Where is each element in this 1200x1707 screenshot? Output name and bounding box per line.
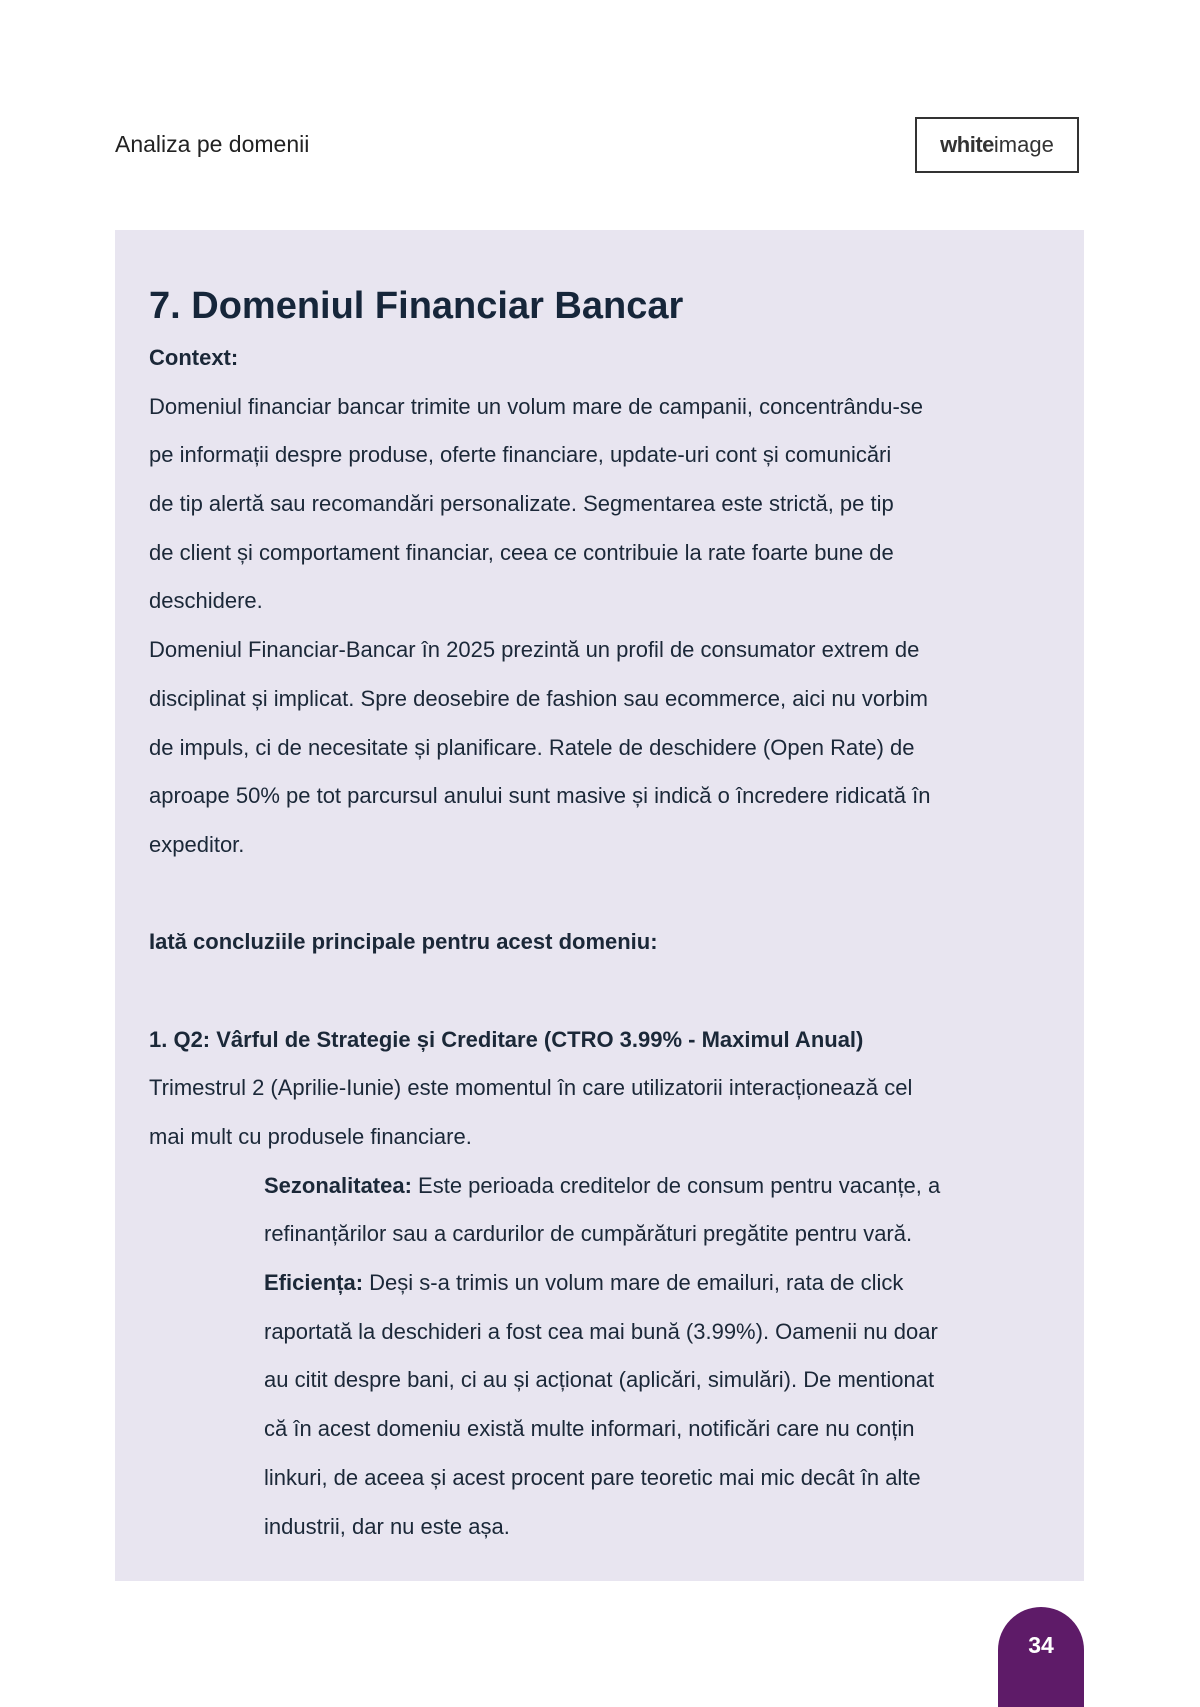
efficiency-line: că în acest domeniu există multe informari, notificări care nu conțin bbox=[264, 1416, 915, 1442]
seasonality-line: refinanțărilor sau a cardurilor de cumpărături pregătite pentru vară. bbox=[264, 1221, 913, 1247]
item1-intro: Trimestrul 2 (Aprilie-Iunie) este momentul în care utilizatorii interacționează cel bbox=[149, 1075, 913, 1101]
para1-line: de client și comportament financiar, ceea ce contribuie la rate foarte bune de bbox=[149, 539, 894, 565]
conclusions-heading: Iată concluziile principale pentru acest domeniu: bbox=[149, 929, 658, 955]
logo-light: image bbox=[993, 132, 1054, 157]
efficiency-line: industrii, dar nu este așa. bbox=[264, 1513, 510, 1539]
page-title: 7. Domeniul Financiar Bancar bbox=[149, 285, 684, 327]
item1-heading: 1. Q2: Vârful de Strategie și Creditare (CTRO 3.99% - Maximul Anual) bbox=[149, 1026, 864, 1052]
para2-line: expeditor. bbox=[149, 831, 245, 857]
para2-line: aproape 50% pe tot parcursul anului sunt masive și indică o încredere ridicată în bbox=[149, 783, 931, 809]
efficiency-text: Deși s-a trimis un volum mare de emailuri, rata de click bbox=[363, 1270, 904, 1296]
efficiency-line: au citit despre bani, ci au și acționat (aplicări, simulări). De mentionat bbox=[264, 1367, 935, 1393]
item1-intro: mai mult cu produsele financiare. bbox=[149, 1124, 472, 1149]
page-number-badge: 34 bbox=[998, 1607, 1084, 1707]
seasonality-text: Este perioada creditelor de consum pentru vacanțe, a bbox=[411, 1172, 941, 1198]
seasonality-label: Sezonalitatea: bbox=[264, 1172, 412, 1198]
efficiency-line bbox=[149, 1259, 940, 1308]
para2-line: Domeniul Financiar-Bancar în 2025 prezintă un profil de consumator extrem de bbox=[149, 637, 920, 663]
para1-line: pe informații despre produse, oferte financiare, update-uri cont și comunicări bbox=[149, 442, 892, 468]
section-header: Analiza pe domenii bbox=[115, 131, 310, 157]
para1-line: deschidere. bbox=[149, 588, 263, 614]
seasonality-line bbox=[149, 1162, 940, 1211]
efficiency-line: linkuri, de aceea și acest procent pare teoretic mai mic decât în alte bbox=[264, 1464, 921, 1490]
whiteimage-logo bbox=[915, 117, 1079, 173]
content-body bbox=[149, 334, 940, 1551]
para1-line: Domeniul financiar bancar trimite un volum mare de campanii, concentrându-se bbox=[149, 393, 924, 419]
para2-line: disciplinat și implicat. Spre deosebire de fashion sau ecommerce, aici nu vorbim bbox=[149, 685, 928, 711]
efficiency-line: raportată la deschideri a fost cea mai bună (3.99%). Oamenii nu doar bbox=[264, 1318, 938, 1344]
context-label: Context: bbox=[149, 345, 239, 370]
logo-bold: white bbox=[940, 132, 994, 157]
para2-line: de impuls, ci de necesitate și planificare. Ratele de deschidere (Open Rate) de bbox=[149, 734, 915, 760]
efficiency-label: Eficiența: bbox=[264, 1270, 364, 1296]
para1-line: de tip alertă sau recomandări personalizate. Segmentarea este strictă, pe tip bbox=[149, 491, 894, 517]
